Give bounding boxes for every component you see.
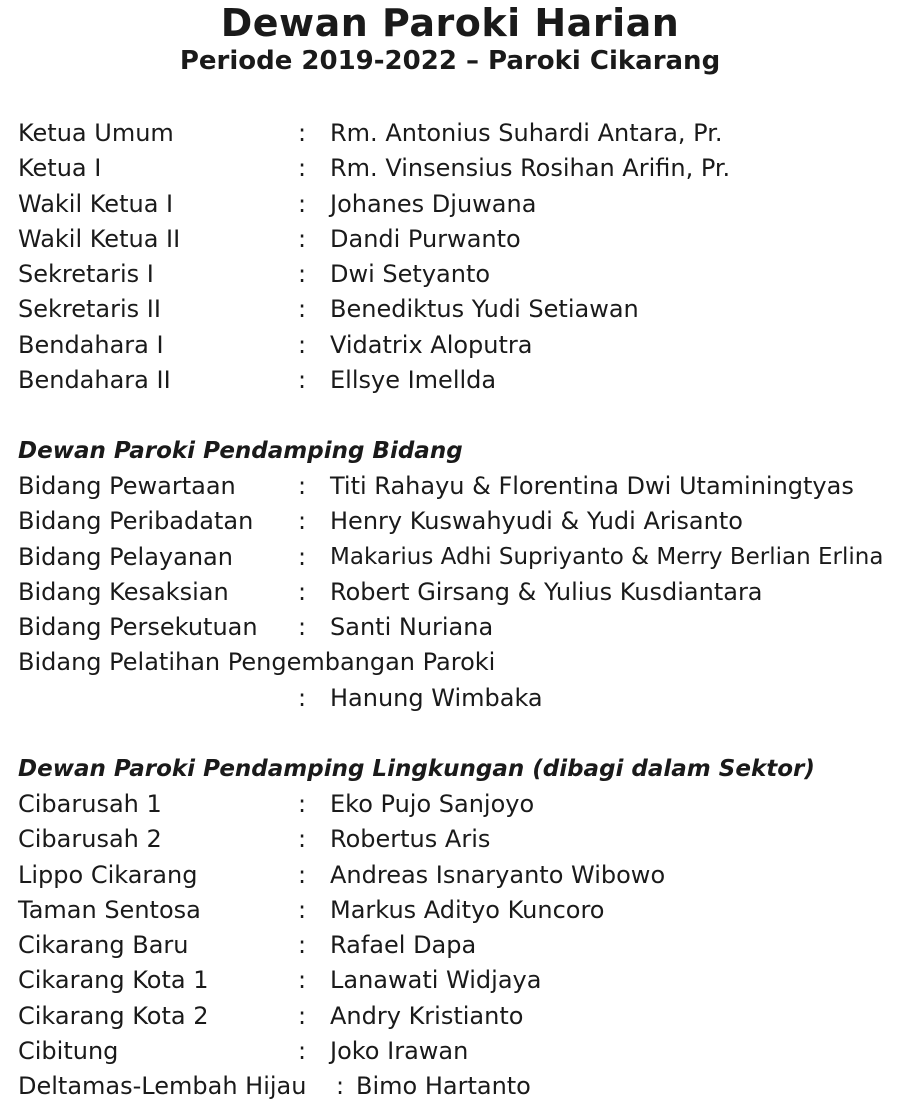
list-item	[18, 645, 888, 680]
separator: :	[298, 507, 307, 536]
role-label: Wakil Ketua I	[18, 189, 174, 218]
person-name: Johanes Djuwana	[330, 189, 537, 218]
separator: :	[298, 931, 307, 960]
role-label: Sekretaris I	[18, 260, 154, 289]
person-name: Rm. Antonius Suhardi Antara, Pr.	[330, 119, 723, 147]
page-subtitle: Periode 2019-2022 – Paroki Cikarang	[179, 46, 721, 76]
separator: :	[298, 613, 307, 642]
person-name: Vidatrix Aloputra	[330, 330, 533, 359]
person-name: Santi Nuriana	[330, 613, 494, 642]
person-name: Henry Kuswahyudi & Yudi Arisanto	[330, 507, 743, 536]
role-label: Wakil Ketua II	[18, 224, 181, 253]
person-name: Makarius Adhi Supriyanto & Merry Berlian Erlina	[330, 543, 884, 570]
role-label: Sekretaris II	[18, 295, 161, 324]
sector-label: Cibarusah 1	[18, 790, 162, 818]
separator: :	[336, 1072, 345, 1101]
role-label: Bendahara II	[18, 366, 171, 395]
list-item	[18, 292, 888, 327]
section-heading-lingkungan: Dewan Paroki Pendamping Lingkungan (dibagi dalam Sektor)	[18, 756, 815, 782]
separator: :	[298, 860, 307, 889]
sector-label: Cibitung	[18, 1037, 119, 1066]
separator: :	[298, 154, 307, 183]
lingkungan-list	[18, 752, 888, 1105]
separator: :	[298, 542, 307, 571]
person-name: Robert Girsang & Yulius Kusdiantara	[330, 577, 763, 606]
sector-label: Cibarusah 2	[18, 825, 162, 854]
person-name: Bimo Hartanto	[356, 1072, 531, 1101]
sector-label: Taman Sentosa	[18, 895, 201, 924]
person-name: Markus Adityo Kuncoro	[330, 895, 605, 924]
separator: :	[298, 1001, 307, 1030]
separator: :	[298, 966, 307, 995]
sector-label: Cikarang Kota 1	[18, 966, 209, 995]
role-label: Ketua I	[18, 154, 102, 183]
person-name: Dwi Setyanto	[330, 260, 491, 289]
bidang-list	[18, 434, 888, 716]
separator: :	[298, 895, 307, 924]
role-label: Bendahara I	[18, 330, 164, 359]
role-label: Bidang Pewartaan	[18, 472, 236, 500]
separator: :	[298, 260, 307, 289]
list-item	[18, 575, 888, 610]
separator: :	[298, 224, 307, 253]
person-name: Robertus Aris	[330, 825, 491, 854]
list-item	[18, 363, 888, 398]
list-item	[18, 222, 888, 257]
list-item	[18, 151, 888, 186]
list-item	[18, 999, 888, 1034]
role-label: Bidang Persekutuan	[18, 613, 258, 642]
separator: :	[298, 366, 307, 395]
role-label: Bidang Pelayanan	[18, 542, 233, 571]
separator: :	[298, 472, 307, 500]
list-item	[18, 928, 888, 963]
person-name: Eko Pujo Sanjoyo	[330, 790, 535, 818]
list-item	[18, 257, 888, 292]
person-name: Hanung Wimbaka	[330, 683, 543, 712]
list-item	[18, 1069, 888, 1104]
person-name: Joko Irawan	[330, 1037, 469, 1066]
separator: :	[298, 825, 307, 854]
person-name: Rafael Dapa	[330, 931, 477, 960]
person-name: Benediktus Yudi Setiawan	[330, 295, 639, 324]
list-item	[18, 610, 888, 645]
person-name: Andreas Isnaryanto Wibowo	[330, 860, 666, 889]
list-item	[18, 858, 888, 893]
list-item	[18, 893, 888, 928]
list-item	[18, 504, 888, 539]
sector-label: Lippo Cikarang	[18, 860, 198, 889]
person-name: Ellsye Imellda	[330, 366, 497, 395]
section-heading-bidang: Dewan Paroki Pendamping Bidang	[18, 438, 463, 464]
list-item	[18, 822, 888, 857]
list-item	[18, 963, 888, 998]
separator: :	[298, 330, 307, 359]
separator: :	[298, 119, 307, 147]
list-item	[18, 787, 888, 822]
harian-list	[18, 116, 888, 398]
list-item	[18, 187, 888, 222]
person-name: Rm. Vinsensius Rosihan Arifin, Pr.	[330, 154, 731, 183]
list-item	[18, 469, 888, 504]
separator: :	[298, 790, 307, 818]
person-name: Lanawati Widjaya	[330, 966, 542, 995]
list-item	[18, 328, 888, 363]
list-item	[18, 1034, 888, 1069]
list-item	[18, 540, 888, 575]
separator: :	[298, 1037, 307, 1066]
sector-label: Cikarang Baru	[18, 931, 189, 960]
role-label: Bidang Pelatihan Pengembangan Paroki	[18, 648, 496, 677]
person-name: Dandi Purwanto	[330, 224, 521, 253]
person-name: Titi Rahayu & Florentina Dwi Utaminingtyas	[330, 472, 854, 500]
list-item	[18, 116, 888, 151]
role-label: Bidang Kesaksian	[18, 577, 229, 606]
separator: :	[298, 295, 307, 324]
person-name: Andry Kristianto	[330, 1001, 524, 1030]
sector-label: Cikarang Kota 2	[18, 1001, 209, 1030]
separator: :	[298, 683, 307, 712]
role-label: Ketua Umum	[18, 119, 174, 147]
separator: :	[298, 189, 307, 218]
page-title: Dewan Paroki Harian	[220, 1, 680, 45]
separator: :	[298, 577, 307, 606]
role-label: Bidang Peribadatan	[18, 507, 254, 536]
list-item	[18, 681, 888, 716]
sector-label: Deltamas-Lembah Hijau	[18, 1072, 307, 1101]
